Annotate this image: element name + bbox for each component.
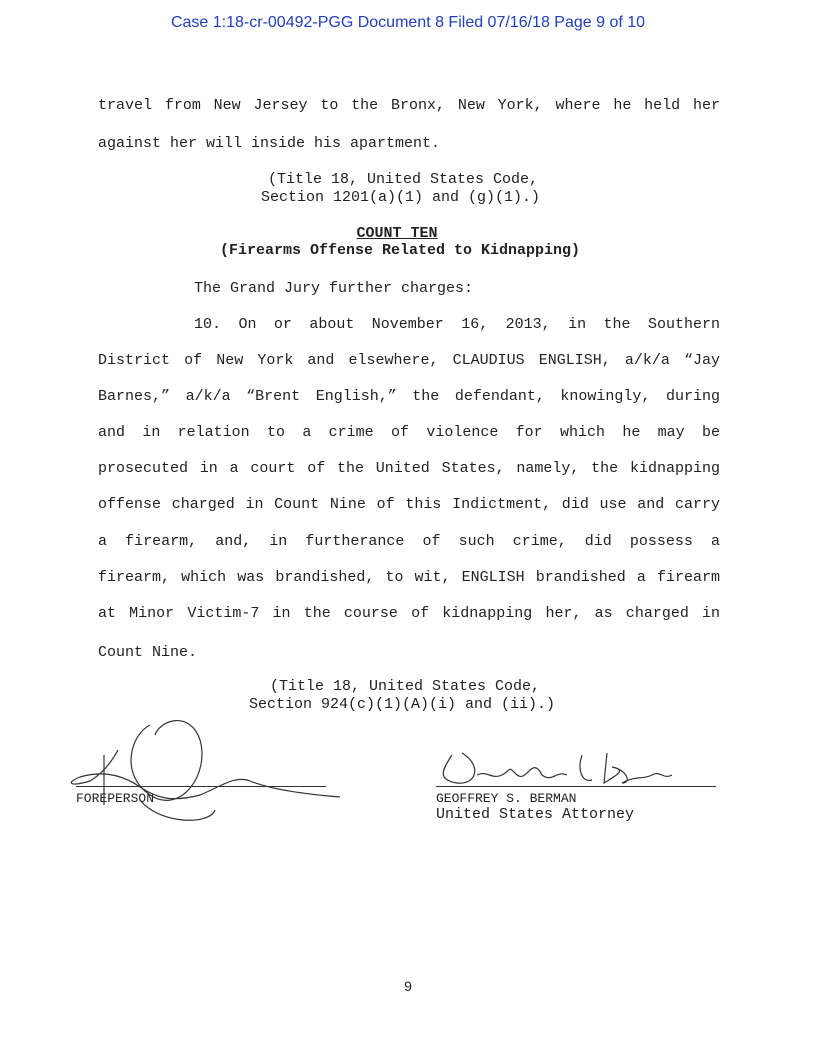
count-subtitle: (Firearms Offense Related to Kidnapping) (220, 242, 581, 259)
body-line: District of New York and elsewhere, CLAUDIUS ENGLISH, a/k/a “Jay (98, 352, 720, 369)
body-line: Barnes,” a/k/a “Brent English,” the defendant, knowingly, during (98, 388, 720, 405)
body-line: prosecuted in a court of the United States, namely, the kidnapping (98, 460, 720, 477)
body-line: against her will inside his apartment. (98, 135, 441, 152)
attorney-signature (432, 745, 692, 790)
citation-line: Section 1201(a)(1) and (g)(1).) (261, 189, 541, 206)
citation-line: Section 924(c)(1)(A)(i) and (ii).) (249, 696, 556, 713)
body-line: Count Nine. (98, 644, 198, 661)
body-line: and in relation to a crime of violence for which he may be (98, 424, 720, 441)
intro-line: The Grand Jury further charges: (194, 280, 474, 297)
body-line: travel from New Jersey to the Bronx, New York, where he held her (98, 97, 720, 114)
citation-line: (Title 18, United States Code, (270, 678, 541, 695)
case-header: Case 1:18-cr-00492-PGG Document 8 Filed 07/16/18 Page 9 of 10 (170, 14, 646, 31)
attorney-signature-line (436, 786, 716, 787)
count-title: COUNT TEN (356, 225, 438, 242)
attorney-title: United States Attorney (436, 806, 635, 823)
page-number: 9 (404, 978, 412, 994)
citation-line: (Title 18, United States Code, (268, 171, 539, 188)
body-line: at Minor Victim-7 in the course of kidnapping her, as charged in (98, 605, 720, 622)
body-line: offense charged in Count Nine of this Indictment, did use and carry (98, 496, 720, 513)
body-line: firearm, which was brandished, to wit, ENGLISH brandished a firearm (98, 569, 720, 586)
body-line: 10. On or about November 16, 2013, in the Southern (194, 316, 720, 333)
attorney-name: GEOFFREY S. BERMAN (436, 791, 577, 806)
body-line: a firearm, and, in furtherance of such crime, did possess a (98, 533, 720, 550)
foreperson-label: FOREPERSON (76, 791, 155, 806)
foreperson-signature (60, 715, 360, 830)
